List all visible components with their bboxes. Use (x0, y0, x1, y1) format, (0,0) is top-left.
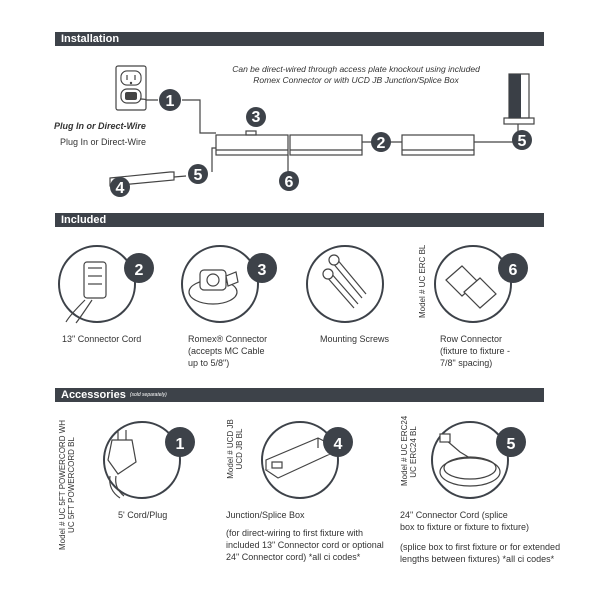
fixture-3 (402, 135, 474, 155)
accessory-model-cord-plug (58, 410, 76, 560)
connector-cord-icon (66, 262, 106, 323)
label-line: up to 5/8") (188, 358, 230, 368)
desc-line: lengths between fixtures) *all ci codes* (400, 554, 555, 564)
installation-note (226, 64, 486, 86)
model-line: Model # UC 5FT POWERCORD WH (58, 419, 67, 551)
accessory-model-junction-box (226, 418, 244, 480)
desc-line: (for direct-wiring to first fixture with (226, 528, 364, 538)
callout-text: 4 (333, 436, 343, 453)
callout-text: 2 (134, 262, 144, 279)
accessory-desc-junction-box (226, 527, 384, 563)
callout-text: 6 (508, 262, 518, 279)
callout-text: 5 (517, 133, 527, 150)
row-connector-icon (446, 266, 496, 308)
included-model-row-connector: Model # UC ERC BL (418, 244, 427, 318)
label-line: 24" Connector Cord (splice (400, 510, 508, 520)
accessory-model-24-cord (400, 415, 418, 486)
romex-connector-icon (189, 270, 238, 304)
plug-in-label-bold: Plug In or Direct-Wire (54, 121, 146, 131)
model-line: UCD JB BL (235, 428, 244, 470)
model-line: Model # UC ERC24 (400, 415, 409, 486)
installation-note-line: Romex Connector or with UCD JB Junction/Splice Box (253, 75, 459, 85)
accessories-title: Accessories (61, 389, 126, 401)
accessory-label-24-cord (400, 509, 529, 533)
desc-line: (splice box to first fixture or for extended (400, 542, 561, 552)
mounting-screws-icon (323, 255, 366, 308)
label-line: Row Connector (440, 334, 503, 344)
callout-text: 5 (193, 167, 203, 184)
callout-text: 1 (165, 93, 175, 110)
callout-text: 2 (376, 135, 386, 152)
fixture-2 (290, 135, 362, 155)
label-line: (fixture to fixture - (440, 346, 511, 356)
callout-text: 5 (506, 436, 516, 453)
accessories-note: (sold separately) (129, 392, 167, 398)
cord-plug-icon (108, 430, 136, 498)
model-line: UC 5FT POWERCORD BL (67, 437, 76, 533)
installation-title: Installation (61, 33, 120, 45)
included-label-screws: Mounting Screws (320, 334, 390, 344)
included-label-row-connector (440, 333, 510, 369)
included-label-romex (188, 333, 267, 369)
included-label-connector-cord: 13" Connector Cord (62, 334, 142, 344)
accessory-label-junction-box: Junction/Splice Box (226, 510, 305, 520)
coiled-cord-icon (440, 434, 500, 486)
model-line: UC ERC24 BL (409, 426, 418, 478)
callout-text: 4 (115, 180, 125, 197)
included-screws-circle (307, 246, 383, 322)
accessory-desc-24-cord (400, 541, 560, 565)
callout-text: 3 (251, 109, 261, 126)
label-line: (accepts MC Cable (188, 346, 265, 356)
accessory-label-cord-plug: 5' Cord/Plug (118, 510, 168, 520)
installation-note-line: Can be direct-wired through access plate knockout using included (232, 64, 480, 74)
fixture-1 (216, 135, 288, 155)
desc-line: 24" Connector cord) *all ci codes* (226, 552, 361, 562)
included-title: Included (61, 214, 107, 226)
plug-in-label: Plug In or Direct-Wire (60, 137, 147, 147)
model-line: Model # UCD JB (226, 419, 235, 479)
label-line: 7/8" spacing) (440, 358, 493, 368)
label-line: box to fixture or fixture to fixture) (400, 522, 530, 532)
callout-text: 1 (175, 436, 185, 453)
desc-line: included 13" Connector cord or optional (226, 540, 384, 550)
label-line: Romex® Connector (188, 334, 268, 344)
junction-splice-box-icon (266, 438, 330, 478)
callout-text: 3 (257, 262, 267, 279)
callout-text: 6 (284, 174, 294, 191)
